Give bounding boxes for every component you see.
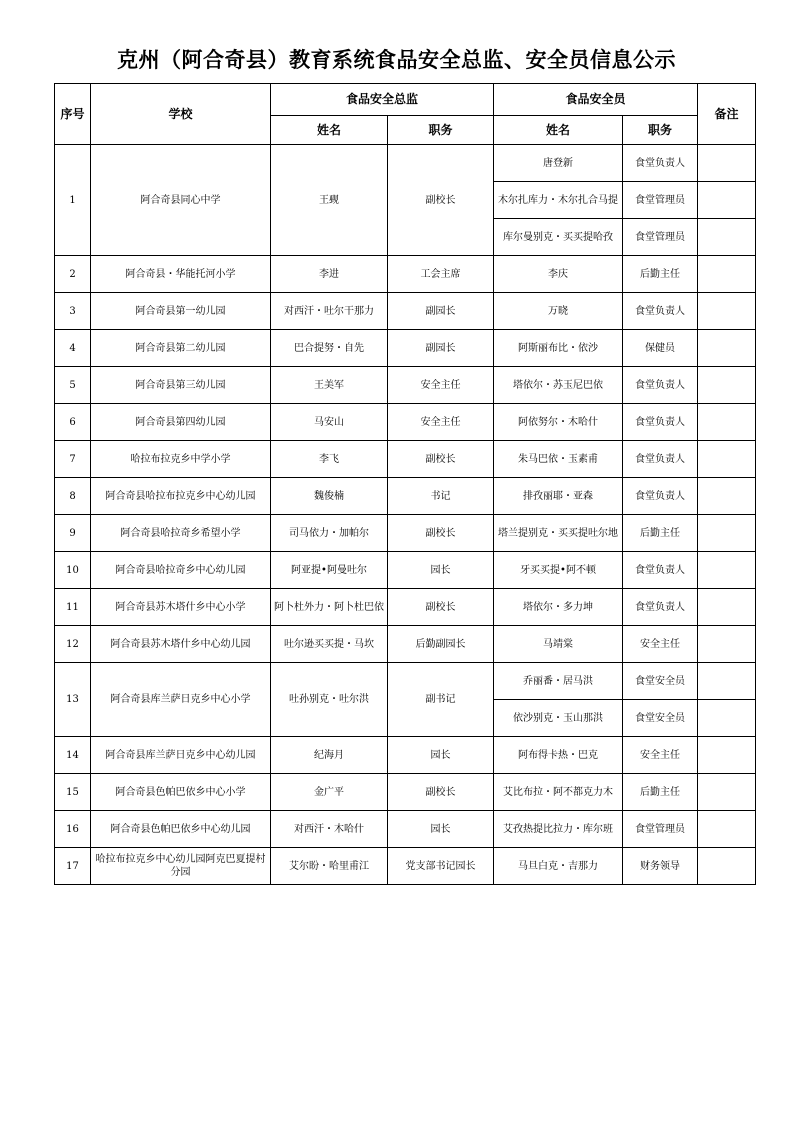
row-director-name: 王美军 — [271, 367, 388, 404]
row-seq: 1 — [55, 145, 91, 256]
table-row — [55, 330, 756, 367]
row-officer-name: 乔丽番・居马洪 — [494, 663, 623, 700]
row-seq: 16 — [55, 811, 91, 848]
row-officer-name: 库尔曼别克・买买提哈孜 — [494, 219, 623, 256]
row-officer-name: 朱马巴依・玉素甫 — [494, 441, 623, 478]
table-row — [55, 404, 756, 441]
header-director-name: 姓名 — [271, 116, 388, 145]
row-director-name: 司马依力・加帕尔 — [271, 515, 388, 552]
row-officer-post: 安全主任 — [623, 737, 698, 774]
row-school: 哈拉布拉克乡中学小学 — [91, 441, 271, 478]
row-officer-post: 后勤主任 — [623, 256, 698, 293]
row-remark — [698, 737, 756, 774]
row-officer-name: 牙买买提•阿不顿 — [494, 552, 623, 589]
row-seq: 12 — [55, 626, 91, 663]
row-director-name: 魏俊楠 — [271, 478, 388, 515]
row-director-name: 吐孙别克・吐尔洪 — [271, 663, 388, 737]
row-director-post: 书记 — [388, 478, 494, 515]
row-officer-name: 艾孜热提比拉力・库尔班 — [494, 811, 623, 848]
row-school: 阿合奇县库兰萨日克乡中心幼儿园 — [91, 737, 271, 774]
table-row — [55, 811, 756, 848]
row-director-post: 副校长 — [388, 515, 494, 552]
table-row — [55, 626, 756, 663]
table-row — [55, 145, 756, 182]
row-school: 阿合奇县第二幼儿园 — [91, 330, 271, 367]
row-officer-name: 阿斯丽布比・依沙 — [494, 330, 623, 367]
row-remark — [698, 811, 756, 848]
row-seq: 5 — [55, 367, 91, 404]
row-officer-post: 食堂管理员 — [623, 811, 698, 848]
row-remark — [698, 663, 756, 700]
row-officer-post: 食堂负责人 — [623, 404, 698, 441]
row-school: 阿合奇县苏木塔什乡中心小学 — [91, 589, 271, 626]
row-officer-name: 阿依努尔・木哈什 — [494, 404, 623, 441]
row-officer-post: 财务领导 — [623, 848, 698, 885]
table-row — [55, 478, 756, 515]
row-officer-post: 后勤主任 — [623, 515, 698, 552]
header-officer-group: 食品安全员 — [494, 84, 698, 116]
row-director-post: 副校长 — [388, 441, 494, 478]
row-officer-post: 食堂负责人 — [623, 145, 698, 182]
row-director-name: 李飞 — [271, 441, 388, 478]
row-director-name: 吐尔逊买买提・马坎 — [271, 626, 388, 663]
row-seq: 3 — [55, 293, 91, 330]
row-seq: 8 — [55, 478, 91, 515]
row-director-name: 金广平 — [271, 774, 388, 811]
header-director-group: 食品安全总监 — [271, 84, 494, 116]
row-director-name: 对西汗・木哈什 — [271, 811, 388, 848]
row-director-post: 副校长 — [388, 145, 494, 256]
row-remark — [698, 552, 756, 589]
row-officer-post: 食堂负责人 — [623, 293, 698, 330]
row-school: 阿合奇县同心中学 — [91, 145, 271, 256]
row-officer-post: 保健员 — [623, 330, 698, 367]
table-row — [55, 848, 756, 885]
row-officer-post: 食堂负责人 — [623, 478, 698, 515]
row-officer-post: 食堂负责人 — [623, 552, 698, 589]
row-school: 阿合奇县哈拉奇乡中心幼儿园 — [91, 552, 271, 589]
row-director-post: 园长 — [388, 552, 494, 589]
table-row — [55, 663, 756, 700]
row-officer-name: 李庆 — [494, 256, 623, 293]
row-remark — [698, 478, 756, 515]
header-row-group — [55, 84, 756, 116]
row-officer-name: 塔依尔・苏玉尼巴依 — [494, 367, 623, 404]
row-school: 哈拉布拉克乡中心幼儿园阿克巴夏提村分园 — [91, 848, 271, 885]
row-officer-name: 马靖棠 — [494, 626, 623, 663]
table-row — [55, 552, 756, 589]
row-remark — [698, 367, 756, 404]
row-remark — [698, 145, 756, 182]
row-director-post: 安全主任 — [388, 367, 494, 404]
row-director-post: 园长 — [388, 811, 494, 848]
table-row — [55, 589, 756, 626]
row-remark — [698, 330, 756, 367]
row-school: 阿合奇县第三幼儿园 — [91, 367, 271, 404]
row-seq: 15 — [55, 774, 91, 811]
row-school: 阿合奇县第四幼儿园 — [91, 404, 271, 441]
row-officer-post: 食堂安全员 — [623, 700, 698, 737]
row-officer-post: 后勤主任 — [623, 774, 698, 811]
row-remark — [698, 256, 756, 293]
row-officer-name: 塔兰提别克・买买提吐尔地 — [494, 515, 623, 552]
table-row — [55, 367, 756, 404]
row-officer-post: 食堂负责人 — [623, 367, 698, 404]
row-director-post: 副书记 — [388, 663, 494, 737]
row-director-post: 党支部书记园长 — [388, 848, 494, 885]
row-director-name: 阿卜杜外力・阿卜杜巴依 — [271, 589, 388, 626]
row-seq: 4 — [55, 330, 91, 367]
row-seq: 2 — [55, 256, 91, 293]
row-remark — [698, 441, 756, 478]
row-school: 阿合奇县哈拉奇乡希望小学 — [91, 515, 271, 552]
row-director-post: 副园长 — [388, 330, 494, 367]
row-director-name: 纪海月 — [271, 737, 388, 774]
row-director-post: 工会主席 — [388, 256, 494, 293]
row-seq: 13 — [55, 663, 91, 737]
row-remark — [698, 515, 756, 552]
row-director-post: 副校长 — [388, 589, 494, 626]
header-school: 学校 — [91, 84, 271, 145]
row-director-name: 李进 — [271, 256, 388, 293]
row-officer-post: 食堂管理员 — [623, 182, 698, 219]
header-officer-name: 姓名 — [494, 116, 623, 145]
row-seq: 7 — [55, 441, 91, 478]
header-director-post: 职务 — [388, 116, 494, 145]
row-director-name: 巴合提努・自先 — [271, 330, 388, 367]
row-remark — [698, 774, 756, 811]
header-remark: 备注 — [698, 84, 756, 145]
row-school: 阿合奇县库兰萨日克乡中心小学 — [91, 663, 271, 737]
row-officer-name: 万晓 — [494, 293, 623, 330]
row-school: 阿合奇县・华能托河小学 — [91, 256, 271, 293]
row-seq: 14 — [55, 737, 91, 774]
row-officer-name: 排孜丽耶・亚森 — [494, 478, 623, 515]
row-director-name: 马安山 — [271, 404, 388, 441]
row-seq: 9 — [55, 515, 91, 552]
row-officer-name: 唐登新 — [494, 145, 623, 182]
row-school: 阿合奇县哈拉布拉克乡中心幼儿园 — [91, 478, 271, 515]
row-school: 阿合奇县第一幼儿园 — [91, 293, 271, 330]
table-row — [55, 737, 756, 774]
row-remark — [698, 700, 756, 737]
row-remark — [698, 626, 756, 663]
row-officer-post: 食堂安全员 — [623, 663, 698, 700]
row-director-name: 对西汗・吐尔干那力 — [271, 293, 388, 330]
row-seq: 11 — [55, 589, 91, 626]
row-seq: 10 — [55, 552, 91, 589]
header-seq: 序号 — [55, 84, 91, 145]
row-remark — [698, 182, 756, 219]
table-row — [55, 774, 756, 811]
row-officer-name: 马旦白克・吉那力 — [494, 848, 623, 885]
table-row — [55, 515, 756, 552]
row-director-post: 后勤副园长 — [388, 626, 494, 663]
row-remark — [698, 219, 756, 256]
row-officer-name: 阿布得卡热・巴克 — [494, 737, 623, 774]
row-officer-post: 食堂负责人 — [623, 589, 698, 626]
row-school: 阿合奇县色帕巴依乡中心幼儿园 — [91, 811, 271, 848]
table-body — [55, 145, 756, 885]
row-officer-post: 食堂管理员 — [623, 219, 698, 256]
header-officer-post: 职务 — [623, 116, 698, 145]
row-director-post: 园长 — [388, 737, 494, 774]
table-row — [55, 293, 756, 330]
table-row — [55, 256, 756, 293]
row-director-name: 王觋 — [271, 145, 388, 256]
row-remark — [698, 404, 756, 441]
row-director-post: 安全主任 — [388, 404, 494, 441]
row-seq: 6 — [55, 404, 91, 441]
page-title: 克州（阿合奇县）教育系统食品安全总监、安全员信息公示 — [117, 47, 676, 72]
row-officer-post: 安全主任 — [623, 626, 698, 663]
row-officer-name: 木尔扎库力・木尔扎合马提 — [494, 182, 623, 219]
row-seq: 17 — [55, 848, 91, 885]
row-officer-post: 食堂负责人 — [623, 441, 698, 478]
row-school: 阿合奇县色帕巴依乡中心小学 — [91, 774, 271, 811]
row-officer-name: 艾比布拉・阿不都克力木 — [494, 774, 623, 811]
row-remark — [698, 848, 756, 885]
row-remark — [698, 589, 756, 626]
row-officer-name: 塔依尔・多力坤 — [494, 589, 623, 626]
row-remark — [698, 293, 756, 330]
table-row — [55, 441, 756, 478]
row-director-name: 阿亚提•阿曼吐尔 — [271, 552, 388, 589]
row-director-post: 副园长 — [388, 293, 494, 330]
row-school: 阿合奇县苏木塔什乡中心幼儿园 — [91, 626, 271, 663]
row-director-name: 艾尔盼・哈里甫江 — [271, 848, 388, 885]
row-director-post: 副校长 — [388, 774, 494, 811]
info-table — [54, 83, 756, 885]
row-officer-name: 依沙别克・玉山那洪 — [494, 700, 623, 737]
